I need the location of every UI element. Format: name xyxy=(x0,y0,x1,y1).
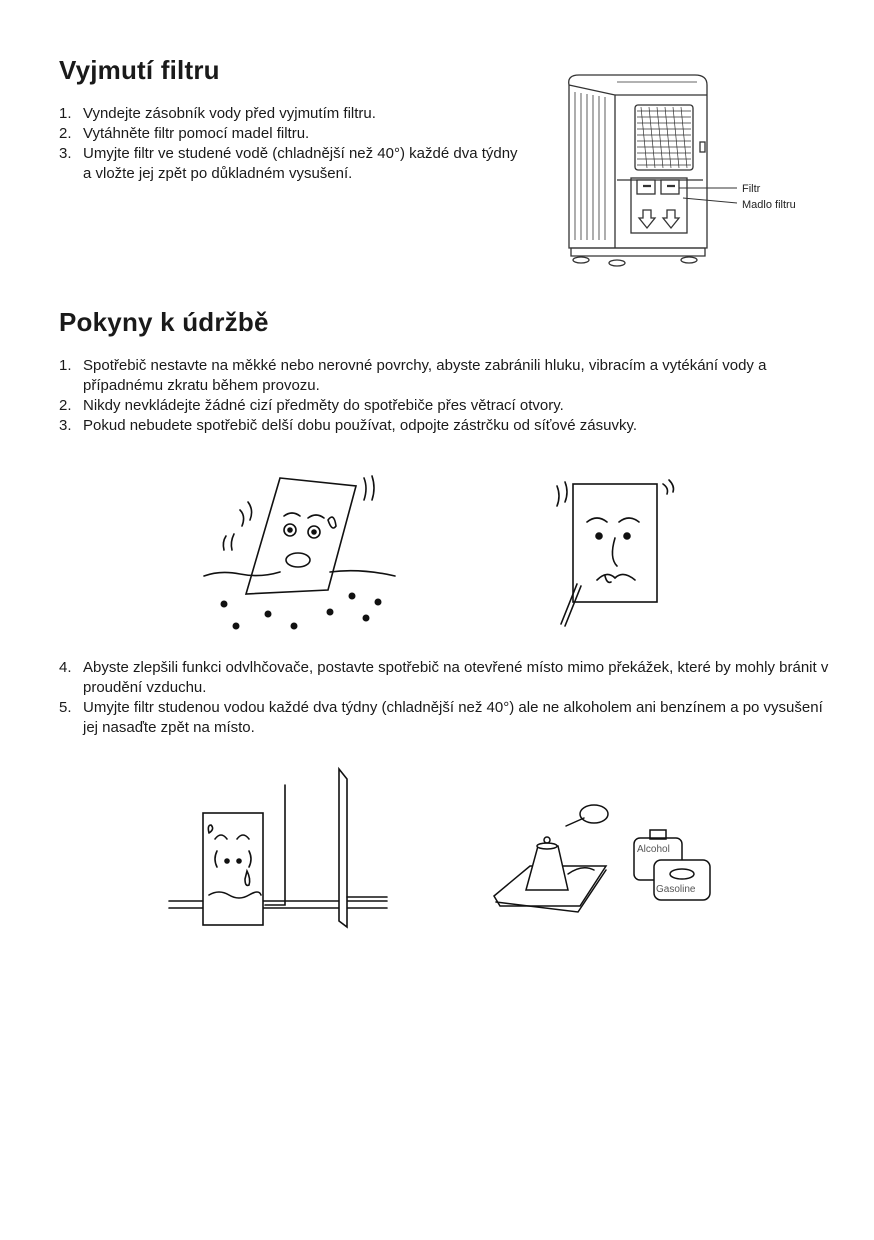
alcohol-bottle-label: Alcohol xyxy=(637,844,670,855)
gasoline-can-label: Gasoline xyxy=(656,884,696,895)
no-alcohol-gasoline-sketch xyxy=(490,800,720,915)
label-filter: Filtr xyxy=(742,183,761,195)
maintenance-steps-4-5 xyxy=(59,658,829,738)
list-item: 3. Umyjte filtr ve studené vodě (chladnější než 40°) každé dva týdny a vložte jej zpět po důkladném vysušení. xyxy=(59,145,518,182)
dehumidifier-filter-illustration xyxy=(555,70,815,275)
list-item: 2. Nikdy nevkládejte žádné cizí předměty do spotřebiče přes větrací otvory. xyxy=(59,397,564,414)
section-title-maintenance: Pokyny k údržbě xyxy=(59,307,269,337)
list-item: 2. Vytáhněte filtr pomocí madel filtru. xyxy=(59,125,310,142)
label-filter-handle: Madlo filtru xyxy=(742,199,796,211)
obstruction-sketch xyxy=(165,765,395,935)
list-item: 5. Umyjte filtr studenou vodou každé dva týdny (chladnější než 40°) ale ne alkoholem ani benzínem a po vysušení jej nasaďte zpět na místo. xyxy=(59,699,823,736)
maintenance-steps-1-3 xyxy=(59,356,819,436)
uneven-surface-sketch xyxy=(200,472,400,637)
section-title-filter-removal: Vyjmutí filtru xyxy=(59,55,220,85)
unplugged-appliance-sketch xyxy=(545,472,685,632)
list-item: 1. Vyndejte zásobník vody před vyjmutím filtru. xyxy=(59,105,376,122)
filter-removal-steps xyxy=(59,104,529,184)
list-item: 3. Pokud nebudete spotřebič delší dobu používat, odpojte zástrčku od síťové zásuvky. xyxy=(59,417,638,434)
list-item: 4. Abyste zlepšili funkci odvlhčovače, postavte spotřebič na otevřené místo mimo překážek, které by mohly bránit v proudění vzduchu. xyxy=(59,659,829,696)
list-item: 1. Spotřebič nestavte na měkké nebo nerovné povrchy, abyste zabránili hluku, vibracím a vytékání vody a případnému zkratu během provozu. xyxy=(59,357,767,394)
